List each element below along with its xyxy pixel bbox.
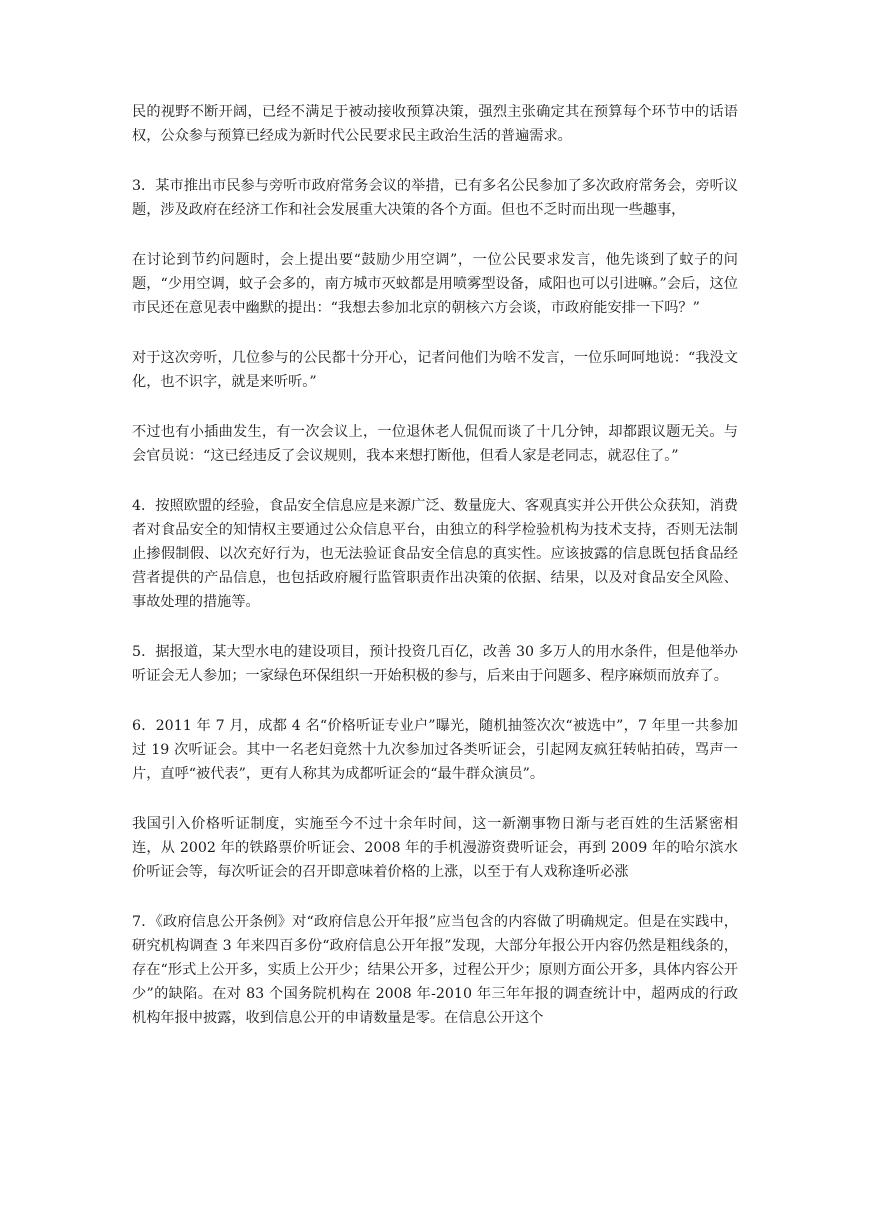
paragraph-10: 7．《政府信息公开条例》对“政府信息公开年报”应当包含的内容做了明确规定。但是在实践中，研究机构调查 3 年来四百多份“政府信息公开年报”发现，大部分年报公开内容仍然是粗线条的，存在“形式上公开多，实质上公开少；结果公开多，过程公开少；原则方面公开多，具体内容公开少”的缺陷。在对 83 个国务院机构在 2008 年-2010 年三年年报的调查统计中，超两成的行政机构年报中披露，收到信息公开的申请数量是零。在信息公开这个 <box>132 914 738 1026</box>
paragraph-1: 民的视野不断开阔，已经不满足于被动接收预算决策，强烈主张确定其在预算每个环节中的话语权，公众参与预算已经成为新时代公民要求民主政治生活的普遍需求。 <box>132 104 738 144</box>
paragraph-2: 3．某市推出市民参与旁听市政府常务会议的举措，已有多名公民参加了多次政府常务会，旁听议题，涉及政府在经济工作和社会发展重大决策的各个方面。但也不乏时而出现一些趣事， <box>132 178 738 218</box>
document-page <box>132 100 738 1056</box>
paragraph-9: 我国引入价格听证制度，实施至今不过十余年时间，这一新潮事物日渐与老百姓的生活紧密相连，从 2002 年的铁路票价听证会、2008 年的手机漫游资费听证会，再到 2009 年的哈尔滨水价听证会等，每次听证会的召开即意味着价格的上涨，以至于有人戏称逢听必涨 <box>132 816 738 880</box>
paragraph-6: 4．按照欧盟的经验，食品安全信息应是来源广泛、数量庞大、客观真实并公开供公众获知，消费者对食品安全的知情权主要通过公众信息平台，由独立的科学检验机构为技术支持，否则无法制止掺假制假、以次充好行为，也无法验证食品安全信息的真实性。应该披露的信息既包括食品经营者提供的产品信息，也包括政府履行监管职责作出决策的依据、结果，以及对食品安全风险、事故处理的措施等。 <box>132 498 738 610</box>
paragraph-8: 6．2011 年 7 月，成都 4 名“价格听证专业户”曝光，随机抽签次次“被选中”，7 年里一共参加过 19 次听证会。其中一名老妇竟然十九次参加过各类听证会，引起网友疯狂转帖拍砖，骂声一片，直呼“被代表”，更有人称其为成都听证会的“最牛群众演员”。 <box>132 718 738 782</box>
paragraph-3: 在讨论到节约问题时，会上提出要“鼓励少用空调”，一位公民要求发言，他先谈到了蚊子的问题，“少用空调，蚊子会多的，南方城市灭蚊都是用喷雾型设备，咸阳也可以引进嘛。”会后，这位市民还在意见表中幽默的提出：“我想去参加北京的朝核六方会谈，市政府能安排一下吗？” <box>132 252 738 316</box>
paragraph-4: 对于这次旁听，几位参与的公民都十分开心，记者问他们为啥不发言，一位乐呵呵地说：“我没文化，也不识字，就是来听听。” <box>132 350 738 390</box>
paragraph-7: 5．据报道，某大型水电的建设项目，预计投资几百亿，改善 30 多万人的用水条件，但是他举办听证会无人参加；一家绿色环保组织一开始积极的参与，后来由于问题多、程序麻烦而放弃了。 <box>132 644 738 684</box>
paragraph-5: 不过也有小插曲发生，有一次会议上，一位退休老人侃侃而谈了十几分钟，却都跟议题无关。与会官员说：“这已经违反了会议规则，我本来想打断他，但看人家是老同志，就忍住了。” <box>132 424 738 464</box>
